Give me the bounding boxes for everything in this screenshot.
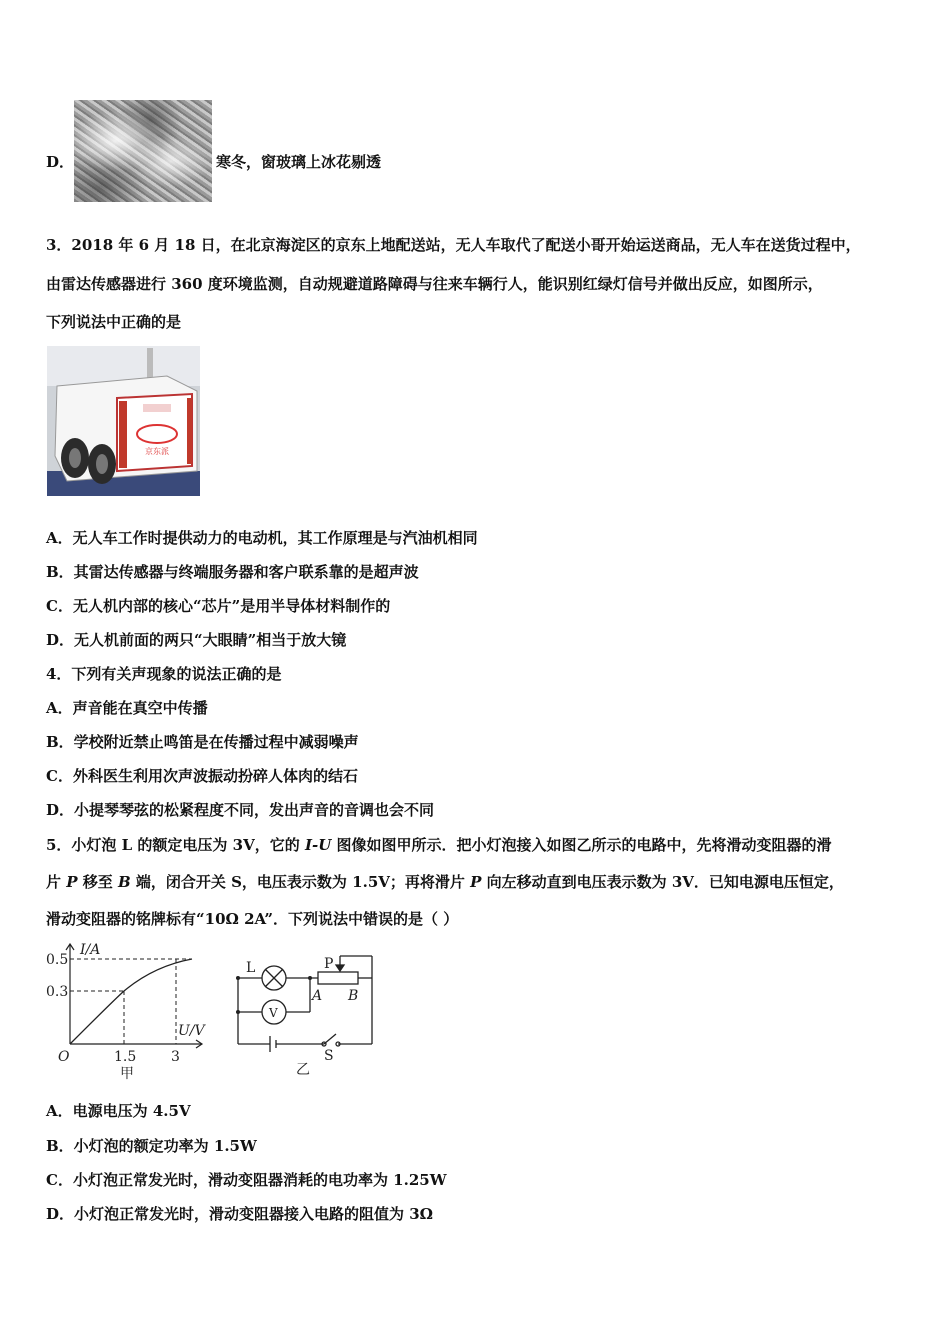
q4-stem: 4．下列有关声现象的说法正确的是 — [46, 665, 282, 683]
graph-x-tick-3: 3 — [171, 1049, 180, 1065]
robot-logo-text: 京东派 — [145, 447, 169, 456]
q4-option-d: D．小提琴琴弦的松紧程度不同，发出声音的音调也会不同 — [46, 801, 435, 819]
q3-stem-line2: 由雷达传感器进行 360 度环境监测，自动规避道路障碍与往来车辆行人，能识别红绿灯信号并做出反应，如图所示， — [46, 275, 823, 293]
q5-option-a: A．电源电压为 4.5V — [46, 1102, 191, 1120]
slider-label: P — [324, 956, 334, 972]
q5-stem-line2: 片 P 移至 B 端，闭合开关 S，电压表示数为 1.5V；再将滑片 P 向左移动直到电压表示数为 3V．已知电源电压恒定， — [46, 873, 844, 891]
graph-y-tick-05: 0.5 — [46, 952, 69, 968]
q5-option-d: D．小灯泡正常发光时，滑动变阻器接入电路的阻值为 3Ω — [46, 1205, 434, 1223]
graph-y-tick-03: 0.3 — [46, 984, 69, 1000]
circuit-diagram — [232, 948, 382, 1078]
q3-option-a: A．无人车工作时提供动力的电动机，其工作原理是与汽油机相同 — [46, 529, 478, 547]
circuit-caption: 乙 — [296, 1062, 310, 1078]
lamp-label: L — [246, 960, 256, 976]
q5-stem-line1: 5．小灯泡 L 的额定电压为 3V，它的 I-U 图像如图甲所示．把小灯泡接入如图乙所示的电路中，先将滑动变阻器的滑 — [46, 836, 832, 854]
q3-option-d: D．无人机前面的两只“大眼睛”相当于放大镜 — [46, 631, 347, 649]
delivery-robot-image — [47, 346, 200, 496]
q4-option-c: C．外科医生利用次声波振动扮碎人体肉的结石 — [46, 767, 358, 785]
option-d-caption: 寒冬，窗玻璃上冰花剔透 — [216, 153, 382, 171]
q3-stem-line3: 下列说法中正确的是 — [46, 313, 182, 331]
q5-option-c: C．小灯泡正常发光时，滑动变阻器消耗的电功率为 1.25W — [46, 1171, 447, 1189]
rheostat-end-b: B — [348, 988, 359, 1004]
q3-option-b: B．其雷达传感器与终端服务器和客户联系靠的是超声波 — [46, 563, 419, 581]
rheostat-end-a: A — [312, 988, 323, 1004]
graph-x-label: U/V — [178, 1023, 205, 1039]
iu-graph — [44, 940, 214, 1080]
q5-option-b: B．小灯泡的额定功率为 1.5W — [46, 1137, 257, 1155]
q3-option-c: C．无人机内部的核心“芯片”是用半导体材料制作的 — [46, 597, 391, 615]
q3-stem-line1: 3．2018 年 6 月 18 日，在北京海淀区的京东上地配送站，无人车取代了配送小哥开始运送商品，无人车在送货过程中， — [46, 236, 861, 254]
voltmeter-label: V — [269, 1006, 278, 1020]
frost-window-image — [74, 100, 212, 202]
q4-option-b: B．学校附近禁止鸣笛是在传播过程中减弱噪声 — [46, 733, 359, 751]
graph-x-tick-15: 1.5 — [114, 1049, 137, 1065]
graph-caption: 甲 — [120, 1066, 134, 1080]
option-d-letter: D． — [46, 153, 75, 171]
q5-stem-line3: 滑动变阻器的铭牌标有“10Ω 2A”．下列说法中错误的是（ ） — [46, 910, 459, 928]
switch-label: S — [324, 1048, 334, 1064]
graph-origin: O — [58, 1049, 70, 1065]
q4-option-a: A．声音能在真空中传播 — [46, 699, 208, 717]
graph-y-label: I/A — [80, 942, 101, 958]
